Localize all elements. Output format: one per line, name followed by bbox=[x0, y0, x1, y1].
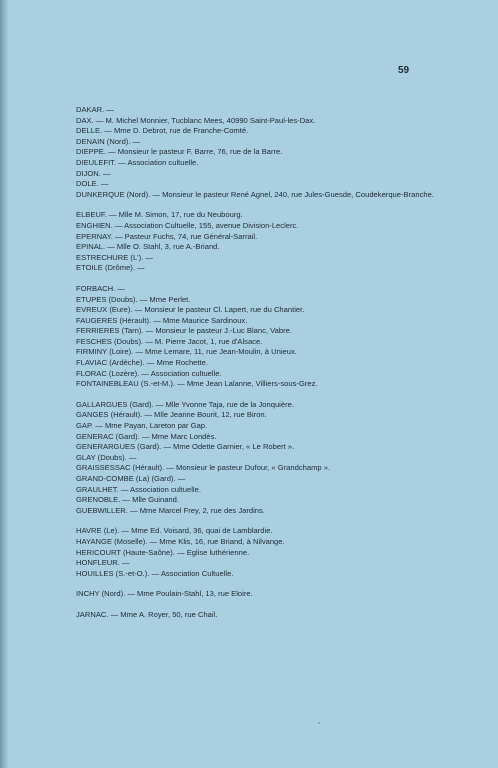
directory-entry: JARNAC. — Mme A. Royer, 50, rue Chail. bbox=[76, 609, 218, 619]
directory-entry: ENGHIEN. — Association Cultuelle, 155, avenue Division-Leclerc. bbox=[76, 220, 299, 230]
directory-entry: GAP. — Mme Payan, Lareton par Gap. bbox=[76, 421, 208, 431]
directory-entry: GUEBWILLER. — Mme Marcel Frey, 2, rue des Jardins. bbox=[76, 505, 265, 515]
directory-entry: DIJON. — bbox=[76, 168, 111, 178]
directory-entry: GLAY (Doubs). — bbox=[76, 452, 137, 462]
directory-entry: GALLARGUES (Gard). — Mlle Yvonne Taja, rue de la Jonquière. bbox=[76, 399, 294, 409]
directory-entry: EVREUX (Eure). — Monsieur le pasteur Cl. Lapert, rue du Chantier. bbox=[76, 305, 305, 315]
directory-entry: EPINAL. — Mlle O. Stahl, 3, rue A.-Briand. bbox=[76, 242, 220, 252]
directory-group bbox=[76, 610, 486, 621]
directory-entry: DELLE. — Mme D. Debrot, rue de Franche-Comté. bbox=[76, 126, 249, 136]
page-number: 59 bbox=[398, 65, 410, 76]
paper-speck bbox=[318, 722, 320, 724]
directory-entry: FONTAINEBLEAU (S.-et-M.). — Mme Jean Lalanne, Villiers-sous-Grez. bbox=[76, 379, 318, 389]
binding-shadow bbox=[0, 0, 9, 768]
directory-entry: FLORAC (Lozère). — Association cultuelle. bbox=[76, 368, 222, 378]
directory-entry: HERICOURT (Haute-Saône). — Eglise luthérienne. bbox=[76, 547, 250, 557]
directory-entry: FESCHES (Doubs). — M. Pierre Jacot, 1, rue d'Alsace. bbox=[76, 336, 263, 346]
directory-group bbox=[76, 284, 486, 390]
directory-entry: DUNKERQUE (Nord). — Monsieur le pasteur René Agnel, 240, rue Jules-Guesde, Coudekerque-Branche. bbox=[76, 189, 434, 199]
directory-group bbox=[76, 400, 486, 517]
directory-entry: HAVRE (Le). — Mme Ed. Voisard, 36, quai de Lamblardie. bbox=[76, 526, 273, 536]
directory-entry: DAX. — M. Michel Monnier, Tucblanc Mees, 40990 Saint-Paul-les-Dax. bbox=[76, 115, 316, 125]
directory-entry: HAYANGE (Moselle). — Mme Klis, 16, rue Briand, à Nilvange. bbox=[76, 536, 285, 546]
directory-entry: HONFLEUR. — bbox=[76, 558, 130, 568]
directory-entry: ETUPES (Doubs). — Mme Perlet. bbox=[76, 294, 191, 304]
directory-entry: FIRMINY (Loire). — Mme Lemare, 11, rue Jean-Moulin, à Unieux. bbox=[76, 347, 297, 357]
directory-entry: DIEULEFIT. — Association cultuelle. bbox=[76, 157, 199, 167]
directory-entry: GENERARGUES (Gard). — Mme Odette Garnier, « Le Robert ». bbox=[76, 442, 295, 452]
directory-entry: EPERNAY. — Pasteur Fuchs, 74, rue Général-Sarrail. bbox=[76, 231, 258, 241]
directory-entry: ESTRECHURE (L'). — bbox=[76, 252, 153, 262]
directory-entry: DIEPPE. — Monsieur le pasteur F. Barre, 76, rue de la Barre. bbox=[76, 147, 283, 157]
directory-entry: INCHY (Nord). — Mme Poulain-Stahl, 13, rue Eloire. bbox=[76, 589, 253, 599]
directory-entry: ELBEUF. — Mlle M. Simon, 17, rue du Neubourg. bbox=[76, 210, 243, 220]
directory-entry: GRAULHET. — Association cultuelle. bbox=[76, 484, 201, 494]
directory-entry: GRAISSESSAC (Hérault). — Monsieur le pasteur Dufour, « Grandchamp ». bbox=[76, 463, 331, 473]
directory-entry: FAUGERES (Hérault). — Mme Maurice Sardinoux. bbox=[76, 315, 248, 325]
directory-entry: GRENOBLE. — Mlle Guinand. bbox=[76, 495, 179, 505]
directory-group bbox=[76, 526, 486, 579]
directory-entry: GENERAC (Gard). — Mme Marc Londès. bbox=[76, 431, 217, 441]
directory-group bbox=[76, 105, 486, 200]
directory-group bbox=[76, 210, 486, 274]
directory-group bbox=[76, 589, 486, 600]
directory-entry: FORBACH. — bbox=[76, 283, 125, 293]
directory-entry: DAKAR. — bbox=[76, 105, 114, 114]
directory-entry: DOLE. — bbox=[76, 179, 109, 189]
directory-entry: ETOILE (Drôme). — bbox=[76, 263, 145, 273]
directory-entry: GANGES (Hérault). — Mlle Jeanne Bourit, 12, rue Biron. bbox=[76, 410, 267, 420]
directory-entry: FERRIERES (Tarn). — Monsieur le pasteur J.-Luc Blanc, Vabre. bbox=[76, 326, 292, 336]
directory-entry: DENAIN (Nord). — bbox=[76, 136, 141, 146]
directory-entry: GRAND-COMBE (La) (Gard). — bbox=[76, 474, 186, 483]
directory-entry: FLAVIAC (Ardèche). — Mme Rochette. bbox=[76, 358, 208, 368]
directory-entry: HOUILLES (S.-et-O.). — Association Cultuelle. bbox=[76, 568, 234, 578]
directory-list bbox=[76, 105, 486, 631]
